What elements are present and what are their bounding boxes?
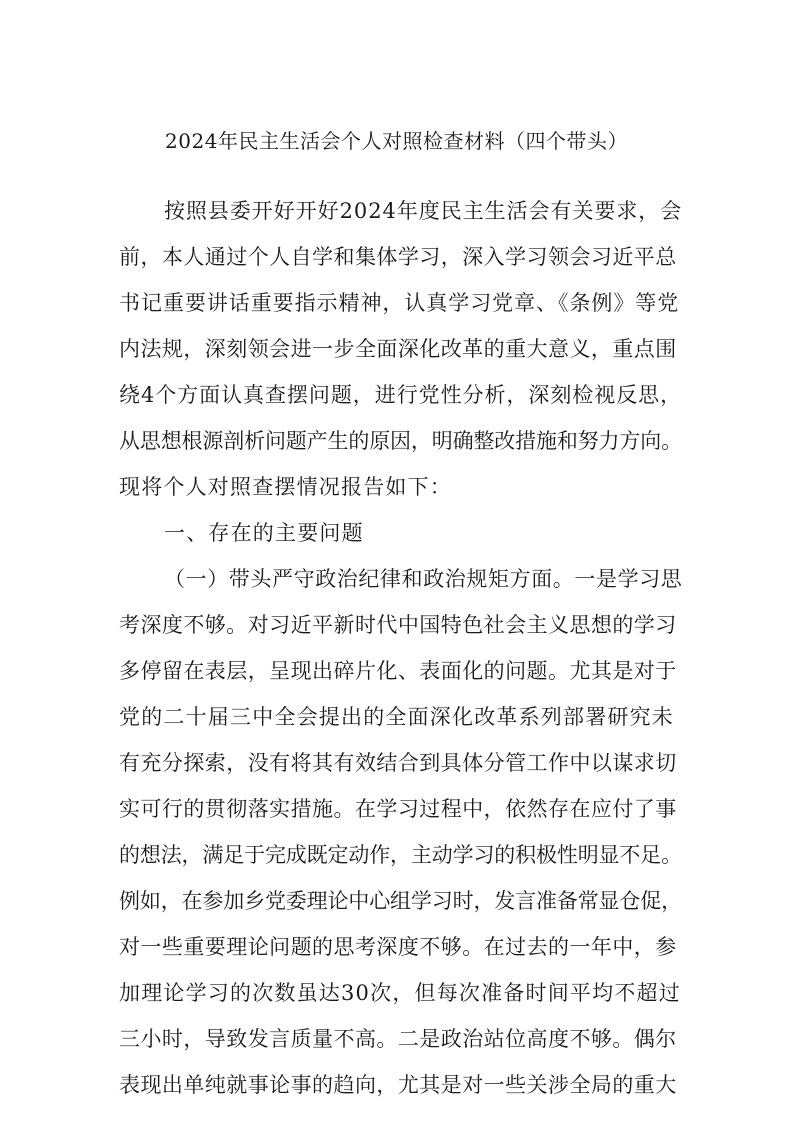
paragraph-line: 考深度不够。对习近平新时代中国特色社会主义思想的学习 [119, 613, 677, 637]
paragraph-line: 多停留在表层，呈现出碎片化、表面化的问题。尤其是对于 [119, 659, 677, 683]
paragraph-line: 加理论学习的次数虽达30次，但每次准备时间平均不超过 [119, 981, 681, 1005]
paragraph-line: 内法规，深刻领会进一步全面深化改革的重大意义，重点围 [119, 337, 677, 361]
paragraph-line: 实可行的贯彻落实措施。在学习过程中，依然存在应付了事 [119, 797, 677, 821]
paragraph-line: 的想法，满足于完成既定动作，主动学习的积极性明显不足。 [119, 843, 682, 867]
paragraph-line: 按照县委开好开好2024年度民主生活会有关要求，会 [164, 199, 683, 223]
paragraph-line: 从思想根源剖析问题产生的原因，明确整改措施和努力方向。 [119, 429, 682, 453]
paragraph-line: （一）带头严守政治纪律和政治规矩方面。一是学习思 [164, 567, 683, 591]
paragraph-line: 例如，在参加乡党委理论中心组学习时，发言准备常显仓促， [119, 889, 682, 913]
section-heading: 一、存在的主要问题 [164, 521, 364, 545]
paragraph-line: 前，本人通过个人自学和集体学习，深入学习领会习近平总 [119, 245, 677, 269]
paragraph-line: 绕4个方面认真查摆问题，进行党性分析，深刻检视反思， [119, 383, 683, 407]
document-title: 2024年民主生活会个人对照检查材料（四个带头） [165, 129, 628, 153]
paragraph-line: 三小时，导致发言质量不高。二是政治站位高度不够。偶尔 [119, 1027, 677, 1051]
paragraph-line: 表现出单纯就事论事的趋向，尤其是对一些关涉全局的重大 [119, 1073, 677, 1097]
paragraph-line: 书记重要讲话重要指示精神，认真学习党章、《条例》等党 [119, 291, 680, 315]
paragraph-line: 对一些重要理论问题的思考深度不够。在过去的一年中，参 [119, 935, 677, 959]
paragraph-line: 党的二十届三中全会提出的全面深化改革系列部署研究未 [119, 705, 674, 729]
paragraph-line: 现将个人对照查摆情况报告如下： [119, 475, 452, 499]
paragraph-line: 有充分探索，没有将其有效结合到具体分管工作中以谋求切 [119, 751, 677, 775]
